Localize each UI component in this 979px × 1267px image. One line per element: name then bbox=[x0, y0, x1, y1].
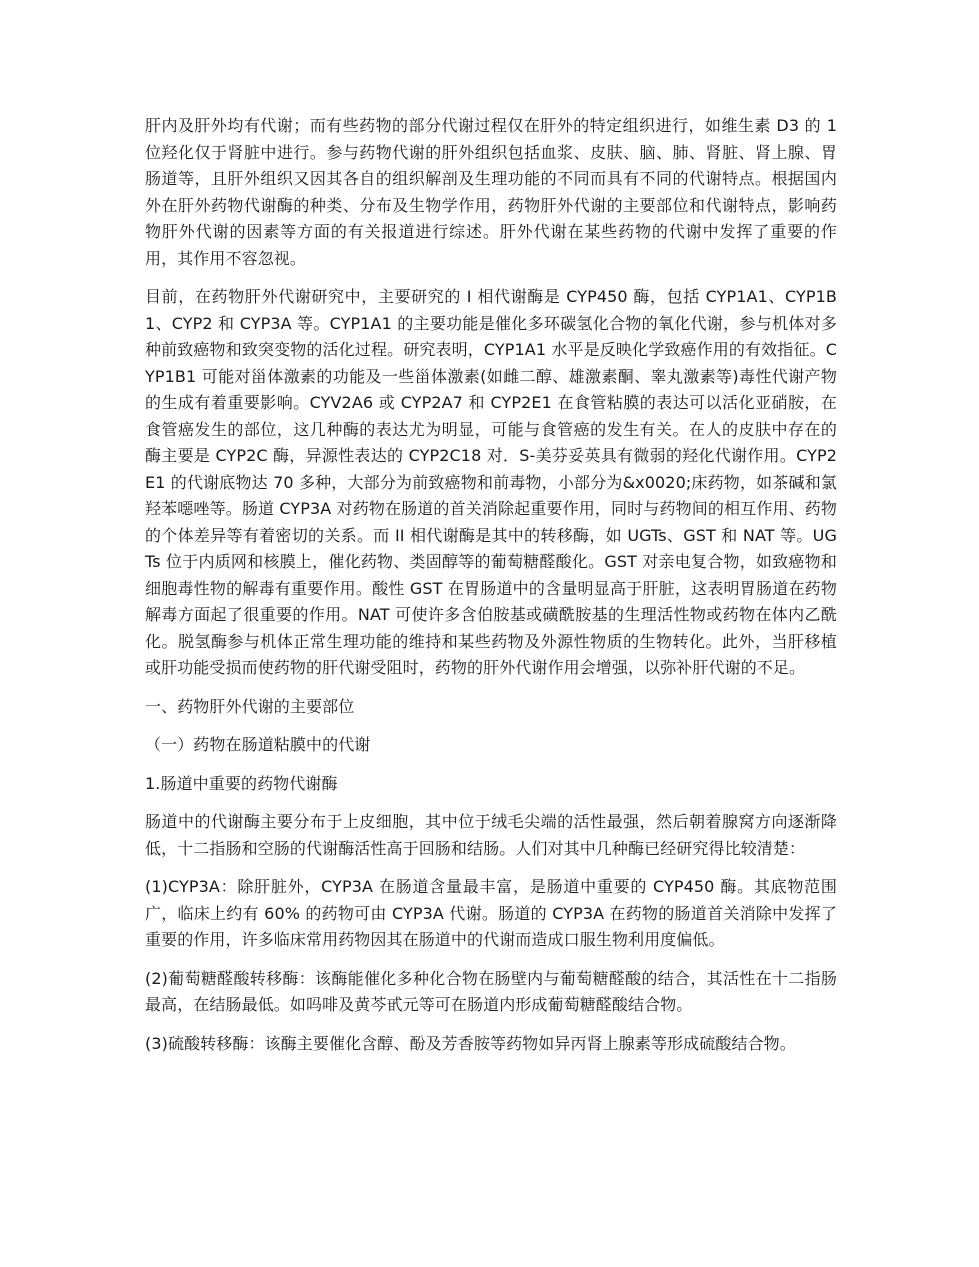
subsection-heading: （一）药物在肠道粘膜中的代谢 bbox=[145, 735, 371, 754]
paragraph-enzymes: 目前，在药物肝外代谢研究中，主要研究的 I 相代谢酶是 CYP450 酶，包括 CYP1A1、CYP1B1、CYP2 和 CYP3A 等。CYP1A1 的主要功能是催化多环碳氢化合物的氧化代谢，参与机体对多种前致癌物和致突变物的活化过程。研究表明，CYP1A1 水平是反映化学致癌作用的有效指征。CYP1B1 可能对甾体激素的功能及一些甾体激素(如雌二醇、雄激素酮、睾丸激素等)毒性代谢产物的生成有着重要影响。CYV2A6 或 CYP2A7 和 CYP2E1 在食管粘膜的表达可以活化亚硝胺，在食管癌发生的部位，这几种酶的表达尤为明显，可能与食管癌的发生有关。在人的皮肤中存在的酶主要是 CYP2C 酶，异源性表达的 CYP2C18 对．S-美芬妥英具有微弱的羟化代谢作用。CYP2E1 的代谢底物达 70 多种，大部分为前致癌物和前毒物，小部分为&x0020;床药物，如茶碱和氯羟苯噁唑等。肠道 CYP3A 对药物在肠道的首关消除起重要作用，同时与药物间的相互作用、药物的个体差异等有着密切的关系。而 II 相代谢酶是其中的转移酶，如 UGTs、GST 和 NAT 等。UGTs 位于内质网和核膜上，催化药物、类固醇等的葡萄糖醛酸化。GST 对亲电复合物，如致癌物和细胞毒性物的解毒有重要作用。酸性 GST 在胃肠道中的含量明显高于肝脏，这表明胃肠道在药物解毒方面起了很重要的作用。NAT 可使许多含伯胺基或磺酰胺基的生理活性物或药物在体内乙酰化。脱氢酶参与机体正常生理功能的维持和某些药物及外源性物质的生物转化。此外，当肝移植或肝功能受损而使药物的肝代谢受阻时，药物的肝外代谢作用会增强，以弥补肝代谢的不足。 bbox=[145, 287, 837, 677]
paragraph-intro: 肝内及肝外均有代谢；而有些药物的部分代谢过程仅在肝外的特定组织进行，如维生素 D3 的 1 位羟化仅于肾脏中进行。参与药物代谢的肝外组织包括血浆、皮肤、脑、肺、肾脏、肾上腺、胃肠道等，且肝外组织又因其各自的组织解剖及生理功能的不同而具有不同的代谢特点。根据国内外在肝外药物代谢酶的种类、分布及生物学作用，药物肝外代谢的主要部位和代谢特点，影响药物肝外代谢的因素等方面的有关报道进行综述。肝外代谢在某些药物的代谢中发挥了重要的作用，其作用不容忽视。 bbox=[145, 116, 837, 268]
subsubsection-heading: 1.肠道中重要的药物代谢酶 bbox=[145, 773, 338, 793]
paragraph-cyp3a: (1)CYP3A：除肝脏外，CYP3A 在肠道含量最丰富，是肠道中重要的 CYP450 酶。其底物范围广，临床上约有 60% 的药物可由 CYP3A 代谢。肠道的 CYP3A 在药物的肠道首关消除中发挥了重要的作用，许多临床常用药物因其在肠道中的代谢而造成口服生物利用度偏低。 bbox=[145, 877, 837, 949]
document-page bbox=[145, 113, 837, 1069]
section-heading: 一、药物肝外代谢的主要部位 bbox=[145, 696, 355, 716]
paragraph-intestine: 肠道中的代谢酶主要分布于上皮细胞，其中位于绒毛尖端的活性最强，然后朝着腺窝方向逐渐降低，十二指肠和空肠的代谢酶活性高于回肠和结肠。人们对其中几种酶已经研究得比较清楚： bbox=[145, 812, 837, 858]
paragraph-ugt: (2)葡萄糖醛酸转移酶：该酶能催化多种化合物在肠壁内与葡萄糖醛酸的结合，其活性在十二指肠最高，在结肠最低。如吗啡及黄芩甙元等可在肠道内形成葡萄糖醛酸结合物。 bbox=[145, 968, 837, 1014]
paragraph-sulfotransferase: (3)硫酸转移酶：该酶主要催化含醇、酚及芳香胺等药物如异丙肾上腺素等形成硫酸结合物。 bbox=[145, 1033, 796, 1053]
